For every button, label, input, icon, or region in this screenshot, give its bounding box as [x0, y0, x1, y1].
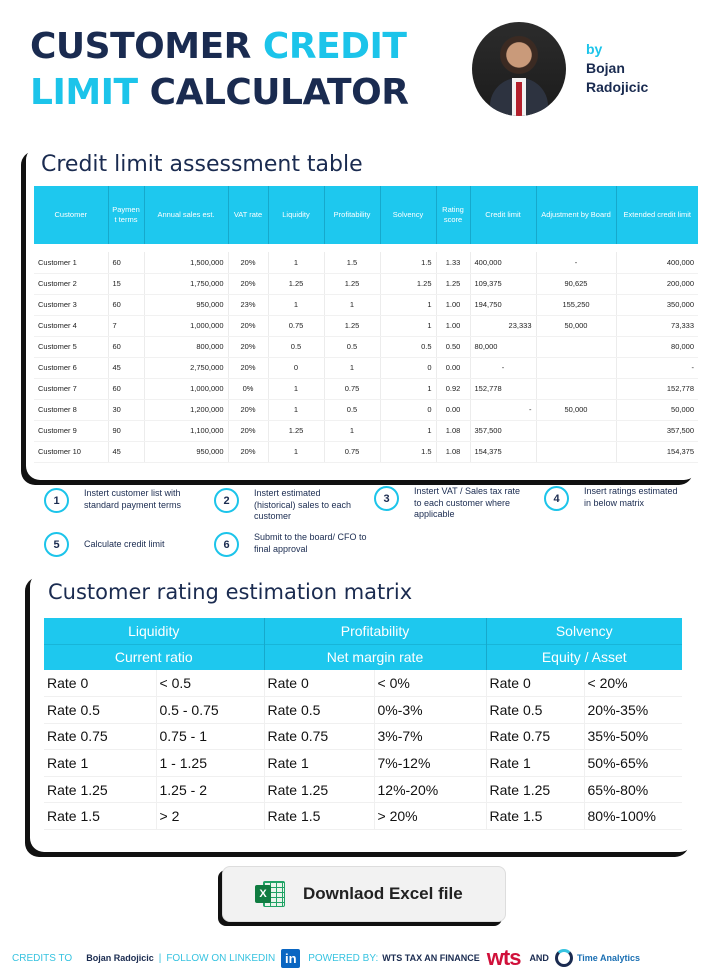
step-number-badge: 4: [544, 486, 569, 511]
download-button-label: Downlaod Excel file: [303, 884, 463, 903]
cell-liquidity: 0.5: [268, 336, 324, 357]
cell-profitability: 0.5: [324, 336, 380, 357]
instruction-steps: [0, 486, 720, 566]
cell-solvency: 1: [380, 315, 436, 336]
step-1: [44, 488, 194, 513]
cell-terms: 45: [108, 357, 144, 378]
cell-liquidity: 1: [268, 294, 324, 315]
cell-solvency: 1.5: [380, 252, 436, 273]
cell-vat: 20%: [228, 399, 268, 420]
step-number-badge: 6: [214, 532, 239, 557]
rate-range: > 2: [156, 803, 264, 830]
cell-vat: 20%: [228, 315, 268, 336]
col-extended-limit: Extended credit limit: [616, 186, 698, 244]
cell-credit-limit: 152,778: [470, 378, 536, 399]
matrix-metric-row: [44, 644, 682, 670]
cell-extended: 200,000: [616, 273, 698, 294]
cell-credit-limit: 400,000: [470, 252, 536, 273]
group-liquidity: Liquidity: [44, 618, 264, 644]
rate-label: Rate 1.25: [486, 776, 584, 803]
cell-credit-limit: -: [470, 399, 536, 420]
avatar-tie: [516, 82, 522, 116]
cell-adjustment: 50,000: [536, 399, 616, 420]
cell-sales: 800,000: [144, 336, 228, 357]
cell-liquidity: 1: [268, 399, 324, 420]
cell-adjustment: [536, 420, 616, 441]
matrix-row: [44, 803, 682, 830]
cell-rating: 0.00: [436, 399, 470, 420]
rate-range: < 20%: [584, 670, 682, 697]
rate-label: Rate 1.25: [44, 776, 156, 803]
table-row: [34, 441, 698, 462]
cell-liquidity: 0: [268, 357, 324, 378]
matrix-group-row: [44, 618, 682, 644]
cell-credit-limit: 23,333: [470, 315, 536, 336]
rate-label: Rate 1: [264, 750, 374, 777]
table-row: [34, 357, 698, 378]
cell-customer: Customer 3: [34, 294, 108, 315]
col-payment-terms: Paymen t terms: [108, 186, 144, 244]
cell-terms: 60: [108, 336, 144, 357]
col-profitability: Profitability: [324, 186, 380, 244]
title-text-limit: LIMIT: [30, 72, 150, 113]
cell-liquidity: 0.75: [268, 315, 324, 336]
cell-rating: 1.08: [436, 420, 470, 441]
assessment-card: [26, 146, 698, 480]
cell-adjustment: [536, 336, 616, 357]
metric-equity-asset: Equity / Asset: [486, 644, 682, 670]
rate-range: 7%-12%: [374, 750, 486, 777]
cell-sales: 1,200,000: [144, 399, 228, 420]
rate-label: Rate 1: [486, 750, 584, 777]
col-solvency: Solvency: [380, 186, 436, 244]
cell-customer: Customer 6: [34, 357, 108, 378]
cell-liquidity: 1: [268, 441, 324, 462]
cell-customer: Customer 8: [34, 399, 108, 420]
credits-name: Bojan Radojicic: [86, 953, 154, 963]
cell-adjustment: -: [536, 252, 616, 273]
cell-customer: Customer 4: [34, 315, 108, 336]
step-text: Instert customer list with standard payment terms: [84, 488, 182, 510]
powered-company: WTS TAX AN FINANCE: [382, 953, 480, 963]
step-4: [544, 486, 684, 511]
footer-separator: |: [158, 952, 162, 964]
table-row: [34, 420, 698, 441]
cell-rating: 1.00: [436, 315, 470, 336]
cell-solvency: 1: [380, 420, 436, 441]
cell-profitability: 1: [324, 420, 380, 441]
metric-current-ratio: Current ratio: [44, 644, 264, 670]
powered-by-label: POWERED BY:: [308, 952, 379, 964]
cell-vat: 0%: [228, 378, 268, 399]
title-text-customer: CUSTOMER: [30, 26, 263, 67]
cell-solvency: 0: [380, 357, 436, 378]
cell-rating: 0.92: [436, 378, 470, 399]
rating-matrix-card: [30, 572, 694, 852]
matrix-row: [44, 776, 682, 803]
cell-profitability: 1: [324, 294, 380, 315]
rate-range: 65%-80%: [584, 776, 682, 803]
cell-extended: 80,000: [616, 336, 698, 357]
cell-profitability: 1.25: [324, 315, 380, 336]
cell-sales: 1,000,000: [144, 315, 228, 336]
cell-terms: 60: [108, 252, 144, 273]
cell-adjustment: 90,625: [536, 273, 616, 294]
step-number-badge: 1: [44, 488, 69, 513]
cell-extended: 50,000: [616, 399, 698, 420]
rate-label: Rate 0: [486, 670, 584, 697]
cell-solvency: 1: [380, 294, 436, 315]
cell-liquidity: 1.25: [268, 420, 324, 441]
table-row: [34, 315, 698, 336]
step-5: [44, 532, 194, 557]
step-number-badge: 5: [44, 532, 69, 557]
rate-label: Rate 1.5: [486, 803, 584, 830]
cell-terms: 15: [108, 273, 144, 294]
rate-range: 20%-35%: [584, 697, 682, 724]
cell-customer: Customer 5: [34, 336, 108, 357]
step-6: [214, 532, 374, 557]
rate-label: Rate 1.5: [44, 803, 156, 830]
cell-sales: 1,000,000: [144, 378, 228, 399]
cell-extended: 152,778: [616, 378, 698, 399]
rate-label: Rate 0: [264, 670, 374, 697]
assessment-table: [34, 186, 698, 463]
matrix-row: [44, 670, 682, 697]
cell-profitability: 0.75: [324, 378, 380, 399]
rate-range: 1 - 1.25: [156, 750, 264, 777]
cell-terms: 60: [108, 378, 144, 399]
cell-liquidity: 1: [268, 252, 324, 273]
cell-sales: 1,500,000: [144, 252, 228, 273]
rate-label: Rate 1.5: [264, 803, 374, 830]
rate-range: 3%-7%: [374, 723, 486, 750]
cell-sales: 950,000: [144, 294, 228, 315]
cell-terms: 30: [108, 399, 144, 420]
rate-label: Rate 0.5: [44, 697, 156, 724]
time-analytics-label: Time Analytics: [576, 953, 640, 963]
col-customer: Customer: [34, 186, 108, 244]
cell-rating: 1.25: [436, 273, 470, 294]
cell-extended: 154,375: [616, 441, 698, 462]
step-text: Submit to the board/ CFO to final approval: [254, 532, 367, 554]
title-line-1: [30, 24, 408, 70]
rate-label: Rate 1: [44, 750, 156, 777]
author-first-name: Bojan: [586, 60, 625, 76]
cell-credit-limit: -: [470, 357, 536, 378]
title-text-calculator: CALCULATOR: [149, 72, 409, 113]
cell-profitability: 0.5: [324, 399, 380, 420]
table-row: [34, 273, 698, 294]
cell-credit-limit: 194,750: [470, 294, 536, 315]
step-3: [374, 486, 524, 521]
step-2: [214, 488, 354, 523]
table-row: [34, 378, 698, 399]
matrix-row: [44, 750, 682, 777]
col-rating-score: Rating score: [436, 186, 470, 244]
step-text: Calculate credit limit: [84, 538, 165, 549]
rate-label: Rate 0.5: [264, 697, 374, 724]
cell-adjustment: 155,250: [536, 294, 616, 315]
matrix-title: Customer rating estimation matrix: [48, 580, 413, 604]
rate-range: 0.75 - 1: [156, 723, 264, 750]
cell-profitability: 0.75: [324, 441, 380, 462]
cell-solvency: 1.25: [380, 273, 436, 294]
cell-rating: 0.50: [436, 336, 470, 357]
footer: [12, 946, 640, 970]
cell-customer: Customer 10: [34, 441, 108, 462]
cell-adjustment: [536, 441, 616, 462]
cell-vat: 20%: [228, 420, 268, 441]
cell-solvency: 0: [380, 399, 436, 420]
cell-terms: 60: [108, 294, 144, 315]
author-last-name: Radojicic: [586, 79, 649, 95]
cell-customer: Customer 1: [34, 252, 108, 273]
cell-credit-limit: 357,500: [470, 420, 536, 441]
rate-range: 80%-100%: [584, 803, 682, 830]
step-number-badge: 3: [374, 486, 399, 511]
wts-logo-icon: wts: [486, 945, 521, 970]
table-row: [34, 252, 698, 273]
rate-range: 50%-65%: [584, 750, 682, 777]
cell-profitability: 1.25: [324, 273, 380, 294]
cell-credit-limit: 109,375: [470, 273, 536, 294]
author-byline: [586, 40, 648, 97]
cell-extended: 73,333: [616, 315, 698, 336]
cell-vat: 20%: [228, 252, 268, 273]
cell-rating: 1.33: [436, 252, 470, 273]
title-line-2: [30, 70, 408, 116]
cell-rating: 0.00: [436, 357, 470, 378]
rate-label: Rate 0.75: [486, 723, 584, 750]
step-text: Insert ratings estimated in below matrix: [584, 486, 678, 508]
cell-vat: 20%: [228, 441, 268, 462]
cell-terms: 45: [108, 441, 144, 462]
rate-range: 1.25 - 2: [156, 776, 264, 803]
rate-range: 0.5 - 0.75: [156, 697, 264, 724]
cell-credit-limit: 154,375: [470, 441, 536, 462]
rate-label: Rate 0.75: [264, 723, 374, 750]
rate-range: < 0.5: [156, 670, 264, 697]
cell-sales: 2,750,000: [144, 357, 228, 378]
col-liquidity: Liquidity: [268, 186, 324, 244]
cell-adjustment: [536, 357, 616, 378]
col-credit-limit: Credit limit: [470, 186, 536, 244]
step-text: Instert estimated (historical) sales to each customer: [254, 488, 352, 521]
step-number-badge: 2: [214, 488, 239, 513]
group-profitability: Profitability: [264, 618, 486, 644]
cell-sales: 1,100,000: [144, 420, 228, 441]
cell-solvency: 1.5: [380, 441, 436, 462]
group-solvency: Solvency: [486, 618, 682, 644]
cell-extended: -: [616, 357, 698, 378]
rate-label: Rate 0.5: [486, 697, 584, 724]
metric-net-margin: Net margin rate: [264, 644, 486, 670]
follow-linkedin-link[interactable]: FOLLOW ON LINKEDIN: [166, 952, 276, 964]
author-avatar: [472, 22, 566, 116]
rate-label: Rate 1.25: [264, 776, 374, 803]
matrix-row: [44, 697, 682, 724]
assessment-header-row: [34, 186, 698, 244]
rate-range: < 0%: [374, 670, 486, 697]
time-analytics-logo-icon: [555, 949, 573, 967]
cell-vat: 20%: [228, 357, 268, 378]
cell-terms: 90: [108, 420, 144, 441]
rate-range: 12%-20%: [374, 776, 486, 803]
cell-solvency: 1: [380, 378, 436, 399]
step-text: Instert VAT / Sales tax rate to each customer where applicable: [414, 486, 521, 519]
cell-solvency: 0.5: [380, 336, 436, 357]
cell-vat: 23%: [228, 294, 268, 315]
excel-icon: [255, 879, 285, 909]
cell-extended: 350,000: [616, 294, 698, 315]
cell-customer: Customer 9: [34, 420, 108, 441]
col-vat-rate: VAT rate: [228, 186, 268, 244]
rate-label: Rate 0.75: [44, 723, 156, 750]
cell-liquidity: 1.25: [268, 273, 324, 294]
cell-liquidity: 1: [268, 378, 324, 399]
cell-sales: 1,750,000: [144, 273, 228, 294]
download-excel-button[interactable]: [222, 866, 506, 922]
rating-matrix-table: [44, 618, 682, 830]
cell-vat: 20%: [228, 273, 268, 294]
table-row: [34, 399, 698, 420]
cell-credit-limit: 80,000: [470, 336, 536, 357]
matrix-row: [44, 723, 682, 750]
title-text-credit: CREDIT: [262, 26, 407, 67]
assessment-title: Credit limit assessment table: [41, 152, 363, 177]
cell-customer: Customer 2: [34, 273, 108, 294]
cell-vat: 20%: [228, 336, 268, 357]
and-label: AND: [529, 953, 549, 963]
page-title: [30, 24, 408, 116]
table-row: [34, 336, 698, 357]
cell-adjustment: [536, 378, 616, 399]
excel-badge: X: [255, 885, 271, 903]
rate-range: 0%-3%: [374, 697, 486, 724]
rate-label: Rate 0: [44, 670, 156, 697]
rate-range: > 20%: [374, 803, 486, 830]
col-adjustment: Adjustment by Board: [536, 186, 616, 244]
col-annual-sales: Annual sales est.: [144, 186, 228, 244]
cell-terms: 7: [108, 315, 144, 336]
cell-rating: 1.00: [436, 294, 470, 315]
cell-adjustment: 50,000: [536, 315, 616, 336]
cell-customer: Customer 7: [34, 378, 108, 399]
cell-extended: 400,000: [616, 252, 698, 273]
rate-range: 35%-50%: [584, 723, 682, 750]
cell-profitability: 1.5: [324, 252, 380, 273]
cell-sales: 950,000: [144, 441, 228, 462]
cell-extended: 357,500: [616, 420, 698, 441]
cell-rating: 1.08: [436, 441, 470, 462]
credits-label: CREDITS TO: [12, 952, 73, 964]
cell-profitability: 1: [324, 357, 380, 378]
table-row: [34, 294, 698, 315]
byline-prefix: by: [586, 41, 603, 57]
linkedin-icon[interactable]: in: [281, 949, 300, 968]
